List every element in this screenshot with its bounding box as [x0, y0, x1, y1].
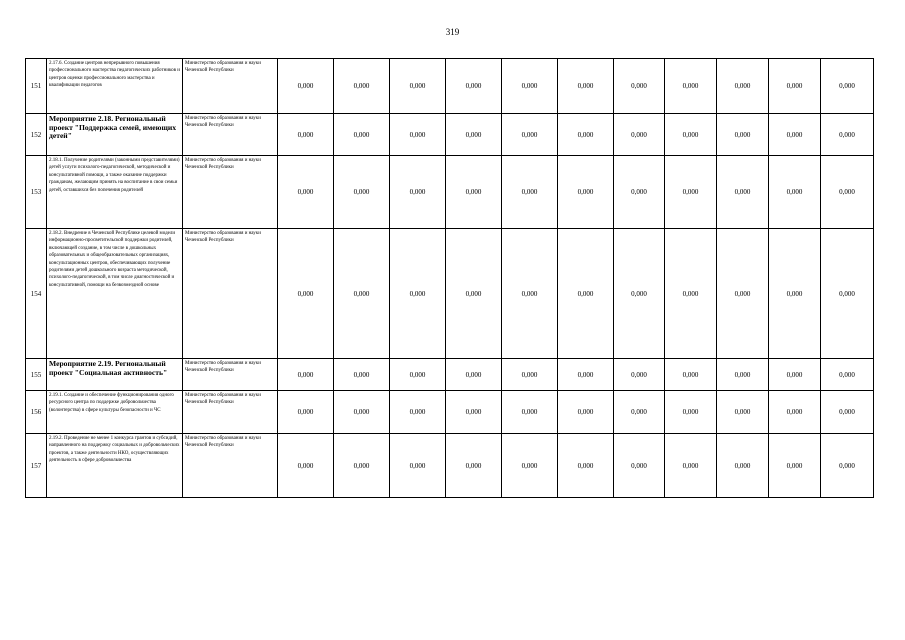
executor-cell: Министерство образования и науки Чеченской Республики [183, 59, 278, 114]
value-cell: 0,000 [665, 114, 717, 156]
value-cell: 0,000 [334, 229, 390, 359]
value-cell: 0,000 [769, 359, 821, 391]
executor-cell: Министерство образования и науки Чеченской Республики [183, 434, 278, 498]
value-cell: 0,000 [390, 229, 446, 359]
value-cell: 0,000 [502, 59, 558, 114]
value-cell: 0,000 [446, 114, 502, 156]
value-cell: 0,000 [717, 229, 769, 359]
value-cell: 0,000 [558, 114, 614, 156]
value-cell: 0,000 [769, 156, 821, 229]
value-cell: 0,000 [390, 59, 446, 114]
value-cell: 0,000 [446, 434, 502, 498]
executor-cell: Министерство образования и науки Чеченской Республики [183, 114, 278, 156]
row-number: 154 [26, 229, 47, 359]
value-cell: 0,000 [558, 359, 614, 391]
value-cell: 0,000 [717, 434, 769, 498]
value-cell: 0,000 [821, 156, 874, 229]
value-cell: 0,000 [446, 156, 502, 229]
executor-cell: Министерство образования и науки Чеченской Республики [183, 359, 278, 391]
executor-cell: Министерство образования и науки Чеченской Республики [183, 156, 278, 229]
value-cell: 0,000 [821, 114, 874, 156]
executor-cell: Министерство образования и науки Чеченской Республики [183, 229, 278, 359]
value-cell: 0,000 [665, 229, 717, 359]
value-cell: 0,000 [769, 391, 821, 434]
executor-cell: Министерство образования и науки Чеченской Республики [183, 391, 278, 434]
value-cell: 0,000 [821, 229, 874, 359]
table-row [26, 229, 874, 359]
value-cell: 0,000 [614, 434, 665, 498]
row-number: 152 [26, 114, 47, 156]
budget-table [25, 58, 874, 498]
table-row [26, 434, 874, 498]
value-cell: 0,000 [502, 359, 558, 391]
table-row [26, 391, 874, 434]
activity-description: 2.18.1. Получение родителями (законными представителями) детей услуги психолого-педагогической, методической и консультативной помощи, а также оказание поддержки гражданам, желающим принять на воспитание в свои семьи детей, оставшихся без попечения родителей [47, 156, 183, 229]
value-cell: 0,000 [446, 359, 502, 391]
row-number: 153 [26, 156, 47, 229]
row-number: 151 [26, 59, 47, 114]
value-cell: 0,000 [334, 114, 390, 156]
value-cell: 0,000 [614, 114, 665, 156]
value-cell: 0,000 [278, 229, 334, 359]
value-cell: 0,000 [278, 156, 334, 229]
value-cell: 0,000 [769, 434, 821, 498]
value-cell: 0,000 [446, 229, 502, 359]
table-row [26, 59, 874, 114]
value-cell: 0,000 [821, 59, 874, 114]
value-cell: 0,000 [502, 229, 558, 359]
value-cell: 0,000 [446, 59, 502, 114]
table-row [26, 114, 874, 156]
activity-description: 2.19.1. Создание и обеспечение функционирования одного ресурсного центра по поддержке добровольчества (волонтерства) в сфере культуры безопасности и ЧС [47, 391, 183, 434]
value-cell: 0,000 [665, 59, 717, 114]
value-cell: 0,000 [334, 391, 390, 434]
value-cell: 0,000 [614, 391, 665, 434]
value-cell: 0,000 [502, 391, 558, 434]
activity-description: 2.19.2. Проведение не менее 1 конкурса грантов и субсидий, направленного на поддержку социальных и добровольческих проектов, а также деятельности НКО, осуществляющих деятельность в сфере добровольчества [47, 434, 183, 498]
value-cell: 0,000 [502, 434, 558, 498]
value-cell: 0,000 [334, 359, 390, 391]
value-cell: 0,000 [334, 434, 390, 498]
value-cell: 0,000 [502, 114, 558, 156]
value-cell: 0,000 [717, 391, 769, 434]
activity-description: 2.18.2. Внедрение в Чеченской Республике целевой модели информационно-просветительской поддержки родителей, включающей создание, в том числе в дошкольных образовательных и общеобразовательных организациях, консультационных центров, обеспечивающих получение родителями детей дошкольного возраста методической, психолого-педагогической, в том числе диагностической и консультативной, помощи на безвозмездной основе [47, 229, 183, 359]
value-cell: 0,000 [769, 59, 821, 114]
value-cell: 0,000 [558, 229, 614, 359]
value-cell: 0,000 [278, 114, 334, 156]
value-cell: 0,000 [614, 156, 665, 229]
table-row [26, 359, 874, 391]
value-cell: 0,000 [558, 156, 614, 229]
value-cell: 0,000 [717, 359, 769, 391]
row-number: 157 [26, 434, 47, 498]
value-cell: 0,000 [278, 59, 334, 114]
value-cell: 0,000 [614, 229, 665, 359]
value-cell: 0,000 [446, 391, 502, 434]
activity-title: Мероприятие 2.18. Региональный проект "Поддержка семей, имеющих детей" [47, 114, 183, 156]
value-cell: 0,000 [278, 434, 334, 498]
value-cell: 0,000 [821, 359, 874, 391]
value-cell: 0,000 [558, 391, 614, 434]
page-number: 319 [445, 27, 460, 37]
value-cell: 0,000 [390, 156, 446, 229]
value-cell: 0,000 [614, 59, 665, 114]
value-cell: 0,000 [390, 114, 446, 156]
row-number: 155 [26, 359, 47, 391]
value-cell: 0,000 [390, 359, 446, 391]
value-cell: 0,000 [390, 391, 446, 434]
value-cell: 0,000 [717, 59, 769, 114]
value-cell: 0,000 [334, 59, 390, 114]
value-cell: 0,000 [278, 359, 334, 391]
value-cell: 0,000 [769, 229, 821, 359]
value-cell: 0,000 [821, 391, 874, 434]
value-cell: 0,000 [665, 156, 717, 229]
value-cell: 0,000 [717, 156, 769, 229]
value-cell: 0,000 [769, 114, 821, 156]
value-cell: 0,000 [665, 391, 717, 434]
value-cell: 0,000 [278, 391, 334, 434]
value-cell: 0,000 [665, 359, 717, 391]
value-cell: 0,000 [558, 59, 614, 114]
value-cell: 0,000 [821, 434, 874, 498]
activity-description: 2.17.6. Создание центров непрерывного повышения профессионального мастерства педагогических работников и центров оценки профессионального мастерства и квалификации педагогов [47, 59, 183, 114]
value-cell: 0,000 [390, 434, 446, 498]
value-cell: 0,000 [502, 156, 558, 229]
value-cell: 0,000 [717, 114, 769, 156]
value-cell: 0,000 [558, 434, 614, 498]
activity-title: Мероприятие 2.19. Региональный проект "Социальная активность" [47, 359, 183, 391]
row-number: 156 [26, 391, 47, 434]
value-cell: 0,000 [334, 156, 390, 229]
value-cell: 0,000 [665, 434, 717, 498]
value-cell: 0,000 [614, 359, 665, 391]
table-row [26, 156, 874, 229]
